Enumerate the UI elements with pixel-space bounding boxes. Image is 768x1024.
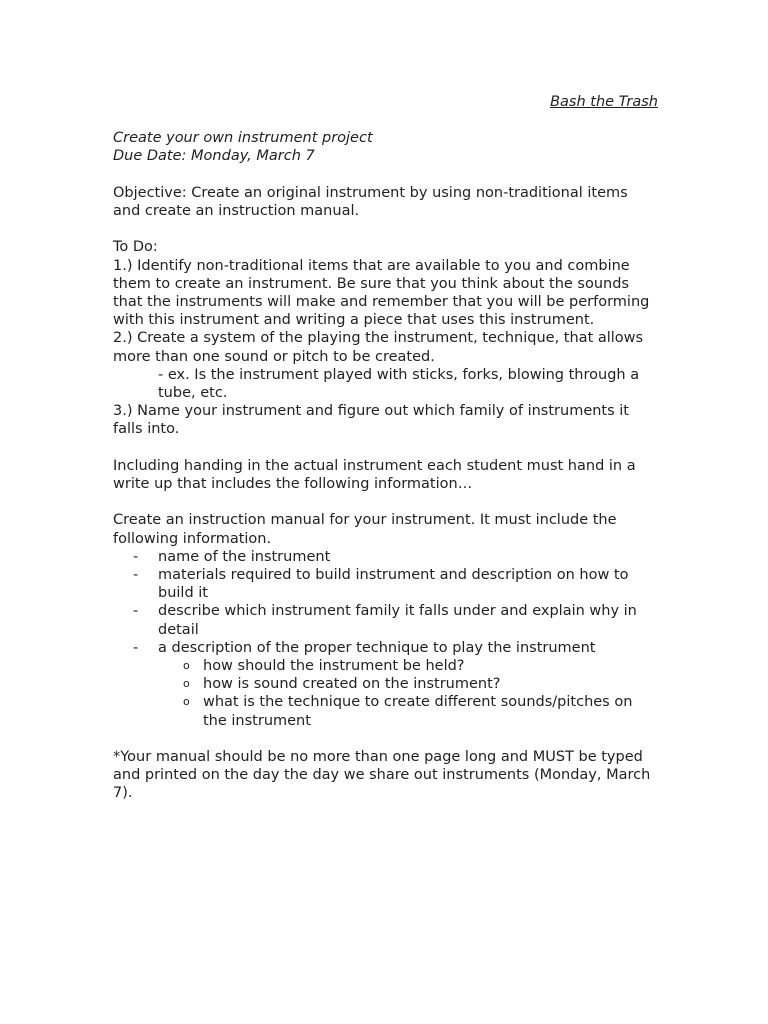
dash-bullet: - (133, 548, 139, 565)
due-date: Due Date: Monday, March 7 (113, 148, 315, 165)
document-page (113, 93, 658, 803)
todo-label: To Do: (113, 239, 158, 256)
todo-step-3: 3.) Name your instrument and figure out which family of instruments it falls into. (113, 403, 629, 438)
spacer (113, 166, 658, 184)
list-item (113, 548, 658, 566)
document-header-title: Bash the Trash (550, 94, 658, 110)
list-item-text: a description of the proper technique to play the instrument (158, 639, 596, 656)
spacer (113, 493, 658, 511)
manual-requirements-list (113, 548, 658, 730)
sub-list-item-text: how is sound created on the instrument? (203, 676, 501, 693)
list-item-text: describe which instrument family it falls under and explain why in detail (158, 603, 637, 638)
manual-note: *Your manual should be no more than one page long and MUST be typed and printed on the day the day we share out instruments (Monday, March 7). (113, 749, 651, 802)
list-item (113, 639, 658, 730)
dash-bullet: - (133, 603, 139, 620)
objective-paragraph: Objective: Create an original instrument by using non-traditional items and create an instruction manual. (113, 184, 628, 219)
sub-list-item (158, 675, 658, 693)
spacer (113, 439, 658, 457)
list-item (113, 566, 658, 602)
list-item-text: materials required to build instrument and description on how to build it (158, 567, 629, 602)
writeup-paragraph: Including handing in the actual instrument each student must hand in a write up that includes the following information… (113, 457, 636, 493)
todo-step-1: 1.) Identify non-traditional items that are available to you and combine them to create an instrument. Be sure that you think about the sounds that the instruments will make and remember that you will be performing with this instrument and writing a piece that uses this instrument. (113, 257, 650, 329)
todo-step-2-example: - ex. Is the instrument played with sticks, forks, blowing through a tube, etc. (158, 366, 640, 402)
sub-list-item-text: how should the instrument be held? (203, 658, 465, 675)
dash-bullet: - (133, 639, 139, 656)
list-item-text: name of the instrument (158, 548, 331, 565)
sub-list-item-text: what is the technique to create different sounds/pitches on the instrument (203, 694, 633, 729)
spacer (113, 220, 658, 238)
circle-bullet: o (183, 695, 190, 709)
technique-sublist (158, 657, 658, 730)
sub-list-item (158, 693, 658, 729)
circle-bullet: o (183, 659, 190, 673)
manual-intro: Create an instruction manual for your instrument. It must include the following information. (113, 512, 617, 547)
circle-bullet: o (183, 677, 190, 691)
project-title: Create your own instrument project (113, 130, 373, 147)
dash-bullet: - (133, 567, 139, 584)
sub-list-item (158, 657, 658, 675)
list-item (113, 602, 658, 638)
todo-step-2: 2.) Create a system of the playing the instrument, technique, that allows more than one sound or pitch to be created. (113, 330, 644, 365)
spacer (113, 730, 658, 748)
